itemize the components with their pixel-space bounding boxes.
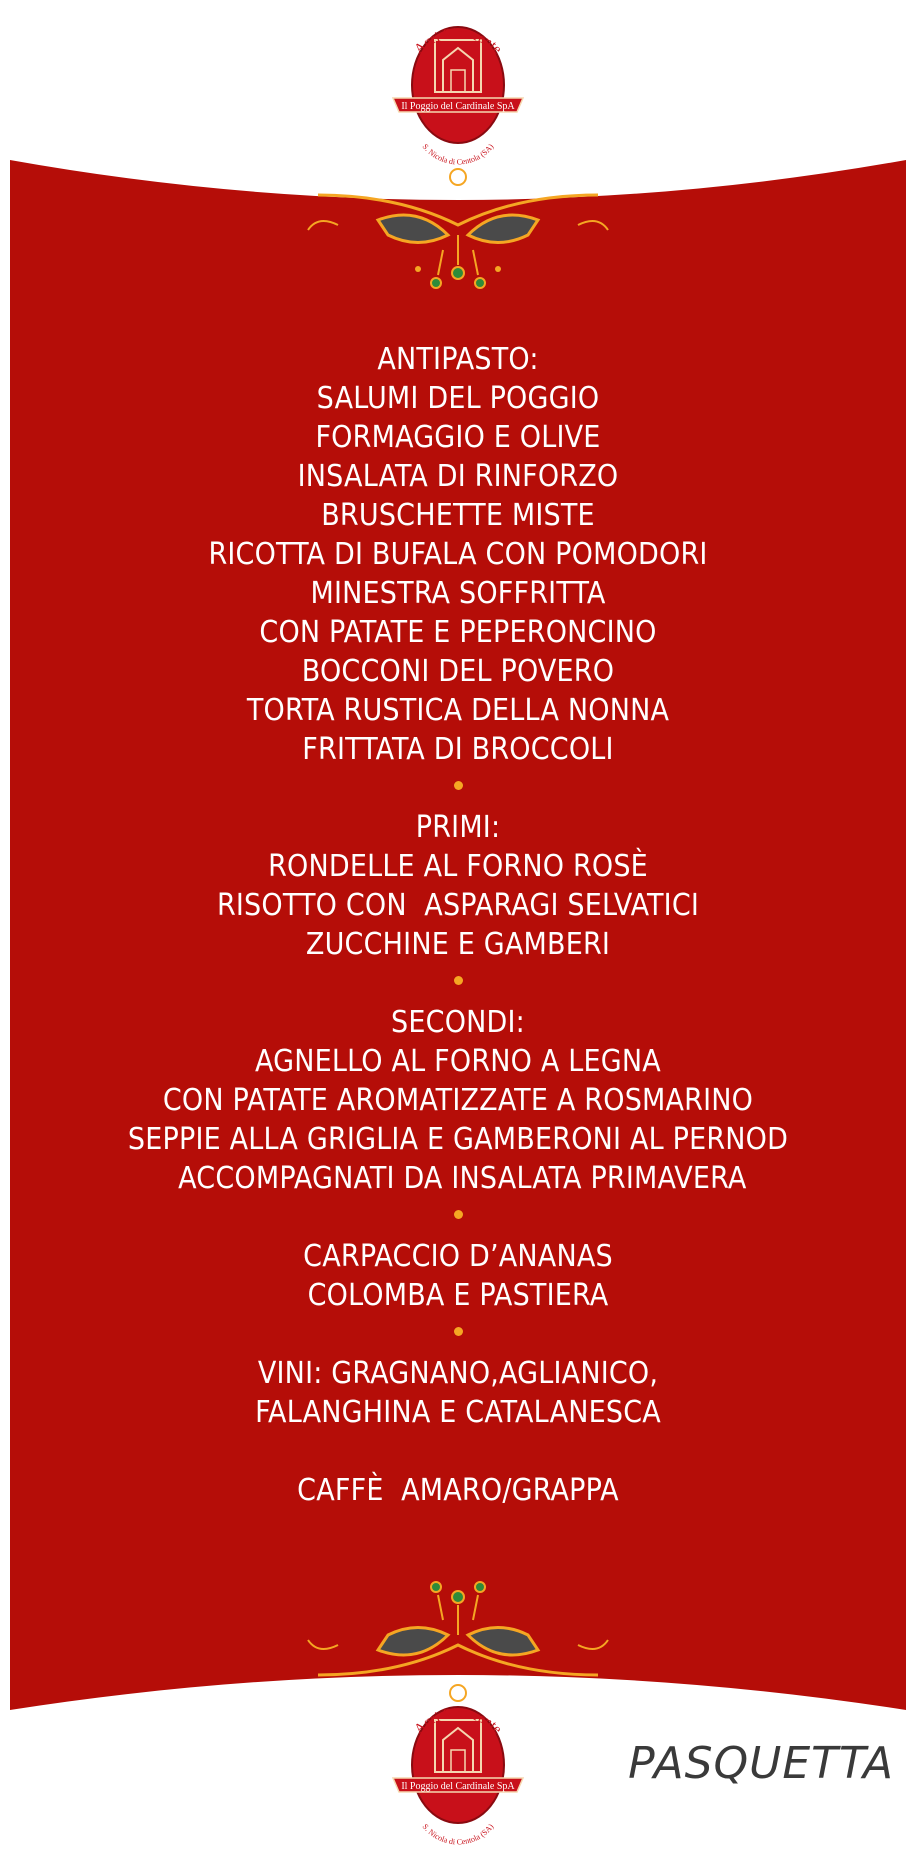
menu-line: RICOTTA DI BUFALA CON POMODORI	[208, 537, 708, 572]
menu-line: CARPACCIO D’ANANAS	[303, 1239, 613, 1274]
logo-bottom-text: S. Nicola di Centola (SA)	[420, 142, 496, 167]
menu-line: MINESTRA SOFFRITTA	[310, 576, 606, 611]
menu-line: ACCOMPAGNATI DA INSALATA PRIMAVERA	[169, 1161, 747, 1196]
menu-line: CAFFÈ AMARO/GRAPPA	[297, 1473, 619, 1508]
logo-banner-text: Il Poggio del Cardinale SpA	[401, 1781, 515, 1792]
logo-arc-text: Agri Ristorante	[411, 26, 505, 58]
menu-line: INSALATA DI RINFORZO	[297, 459, 619, 494]
menu-line: CON PATATE AROMATIZZATE A ROSMARINO	[162, 1083, 754, 1118]
restaurant-logo-bottom	[373, 1680, 543, 1850]
menu-title: PASQUETTA	[628, 1738, 894, 1789]
menu-line: RISOTTO CON ASPARAGI SELVATICI	[216, 888, 700, 923]
ornament-top	[278, 165, 638, 315]
restaurant-logo-top	[373, 0, 543, 170]
menu-line: TORTA RUSTICA DELLA NONNA	[246, 693, 670, 728]
menu-line: CON PATATE E PEPERONCINO	[259, 615, 657, 650]
menu-line: FALANGHINA E CATALANESCA	[255, 1395, 661, 1430]
menu-line: SECONDI:	[391, 1005, 525, 1040]
menu-line: ZUCCHINE E GAMBERI	[305, 927, 611, 962]
section-separator-dot	[0, 964, 916, 1003]
menu-line: BOCCONI DEL POVERO	[301, 654, 615, 689]
logo-arc-text: Agri Ristorante	[411, 1706, 505, 1738]
menu-spacer	[0, 1432, 916, 1471]
menu-line: AGNELLO AL FORNO A LEGNA	[255, 1044, 661, 1079]
menu-line: BRUSCHETTE MISTE	[321, 498, 595, 533]
logo-banner-text: Il Poggio del Cardinale SpA	[401, 101, 515, 112]
menu-line: VINI: GRAGNANO,AGLIANICO,	[257, 1356, 659, 1391]
menu-line: RONDELLE AL FORNO ROSÈ	[268, 849, 648, 884]
menu-line: FORMAGGIO E OLIVE	[315, 420, 601, 455]
menu-line: FRITTATA DI BROCCOLI	[302, 732, 614, 767]
menu-line: COLOMBA E PASTIERA	[307, 1278, 609, 1313]
menu-list	[0, 340, 916, 1510]
section-separator-dot	[0, 769, 916, 808]
section-separator-dot	[0, 1198, 916, 1237]
menu-line: SALUMI DEL POGGIO	[316, 381, 600, 416]
section-separator-dot	[0, 1315, 916, 1354]
logo-bottom-text: S. Nicola di Centola (SA)	[420, 1822, 496, 1847]
menu-line: PRIMI:	[415, 810, 501, 845]
menu-line: ANTIPASTO:	[377, 342, 539, 377]
menu-line: SEPPIE ALLA GRIGLIA E GAMBERONI AL PERNOD	[127, 1122, 789, 1157]
